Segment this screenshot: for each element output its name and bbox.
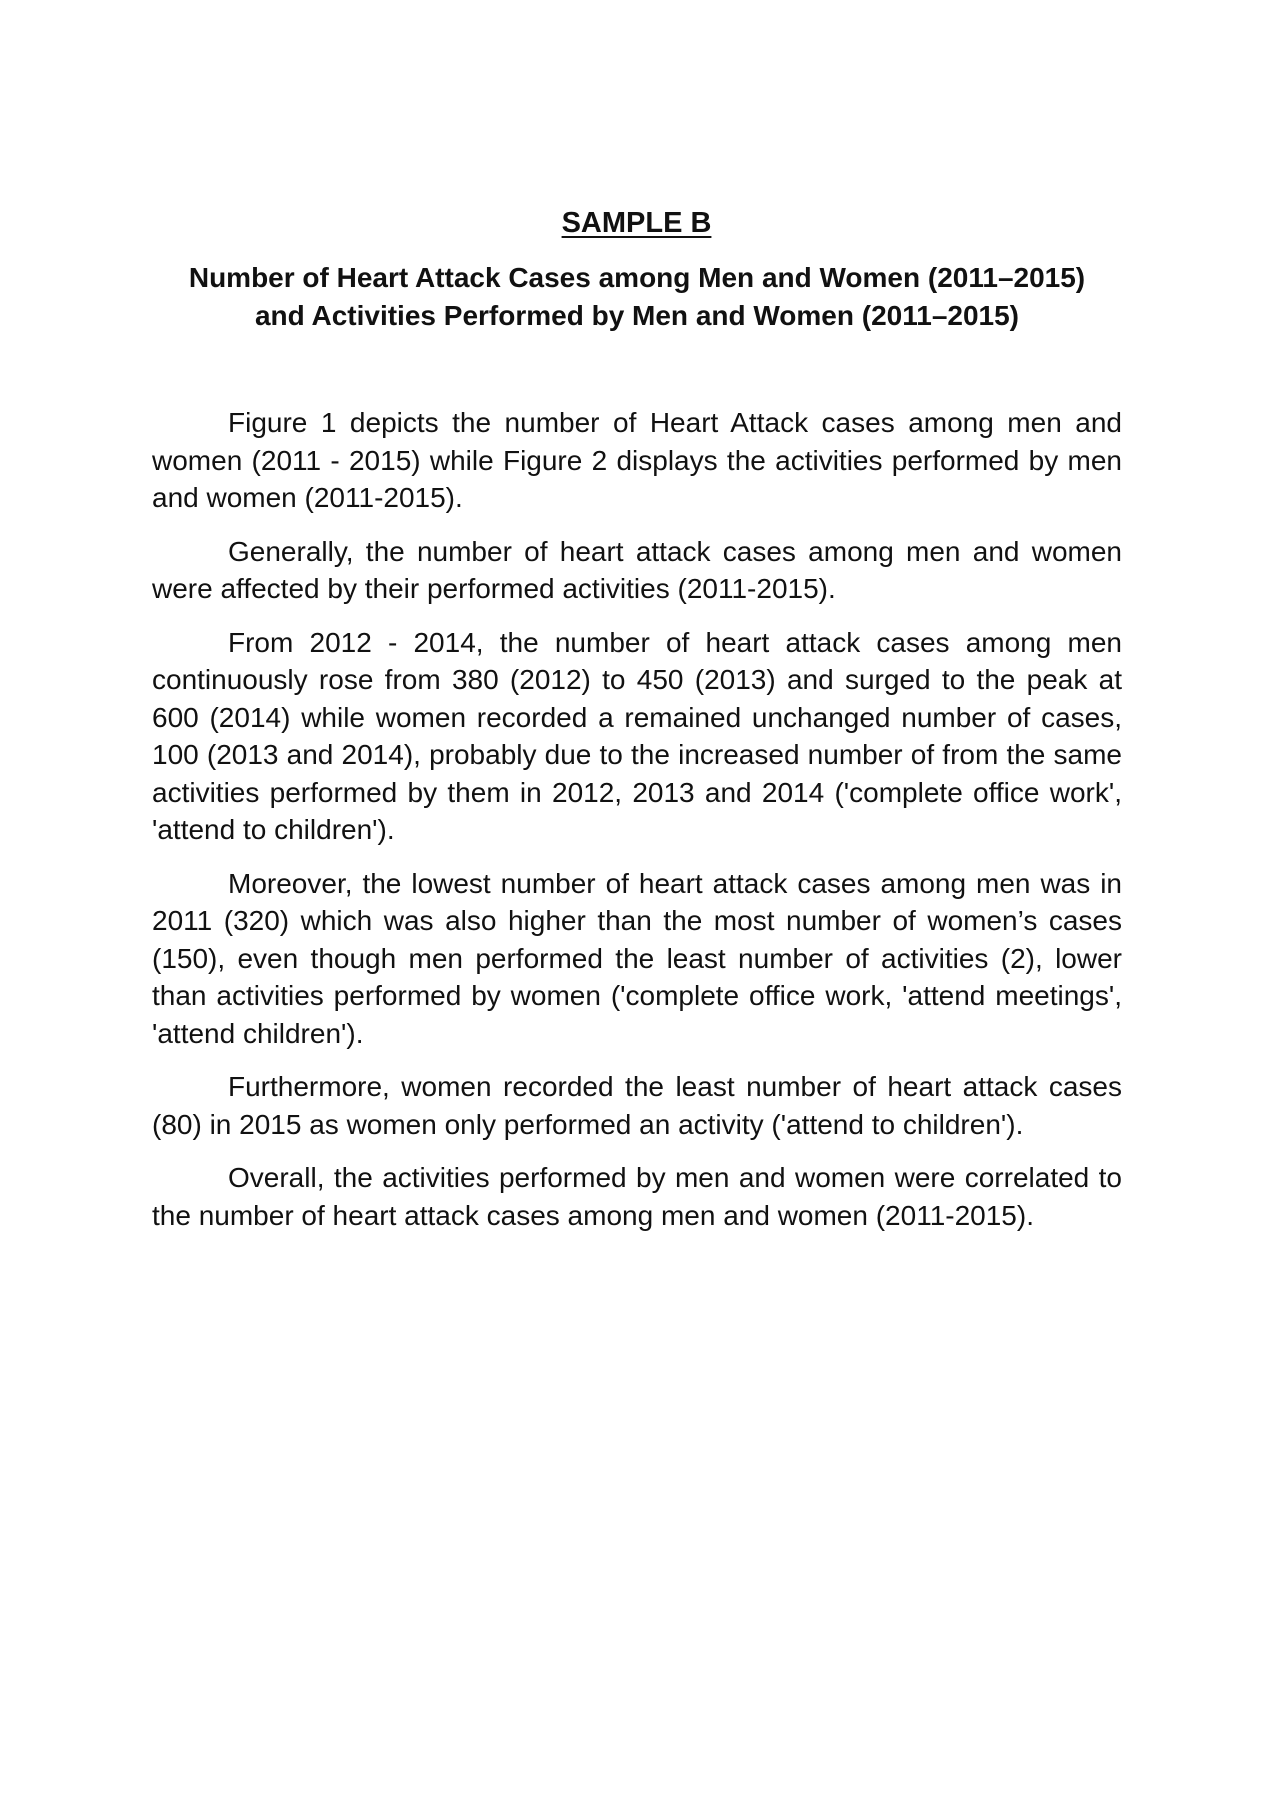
paragraph-trend: From 2012 - 2014, the number of heart attack cases among men continuously rose from 380 (2012) to 450 (2013) and surged to the peak at 600 (2014) while women recorded a remained unchanged number of cases, 100 (2013 and 2014), probably due to the increased number of from the same activities performed by them in 2012, 2013 and 2014 ('complete office work', 'attend to children').	[152, 626, 1122, 845]
title-line-1: Number of Heart Attack Cases among Men and Women (2011–2015)	[188, 262, 1086, 293]
paragraph-general: Generally, the number of heart attack cases among men and women were affected by their performed activities (2011-2015).	[152, 535, 1122, 604]
document-title	[150, 259, 1124, 335]
paragraph-overall: Overall, the activities performed by men and women were correlated to the number of heart attack cases among men and women (2011-2015).	[152, 1162, 1122, 1231]
sample-heading: SAMPLE B	[561, 207, 712, 239]
body-text	[152, 404, 1122, 1250]
title-line-2: and Activities Performed by Men and Women (2011–2015)	[254, 300, 1020, 331]
paragraph-lowest: Moreover, the lowest number of heart attack cases among men was in 2011 (320) which was also higher than the most number of women’s cases (150), even though men performed the least number of activities (2), lower than activities performed by women ('complete office work, 'attend meetings', 'attend children').	[152, 867, 1122, 1049]
paragraph-least-women: Furthermore, women recorded the least number of heart attack cases (80) in 2015 as women only performed an activity ('attend to children').	[152, 1071, 1122, 1140]
paragraph-intro: Figure 1 depicts the number of Heart Attack cases among men and women (2011 - 2015) while Figure 2 displays the activities performed by men and women (2011-2015).	[152, 407, 1122, 513]
